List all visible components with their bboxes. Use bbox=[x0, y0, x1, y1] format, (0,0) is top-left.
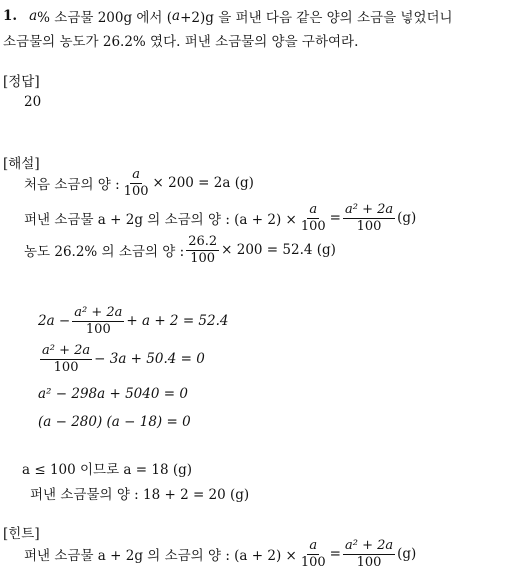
e2-post: − 3a + 50.4 = 0 bbox=[94, 351, 205, 368]
solution-step-3 bbox=[24, 235, 336, 265]
s1-frac-den: 100 bbox=[123, 183, 149, 199]
e1-frac-num: a² + 2a bbox=[74, 305, 123, 320]
s2-frac2-den: 100 bbox=[356, 218, 382, 234]
solution-step-2 bbox=[24, 203, 416, 233]
problem-var-a2: a bbox=[172, 8, 181, 24]
c2-text: 퍼낸 소금물의 양 : 18 + 2 = 20 (g) bbox=[30, 487, 250, 503]
hint-unit: (g) bbox=[397, 546, 417, 563]
problem-line-1 bbox=[3, 6, 453, 26]
equation-4 bbox=[38, 414, 191, 430]
conclusion-1 bbox=[22, 458, 192, 478]
equation-2 bbox=[38, 344, 205, 374]
e4-text: (a − 280) (a − 18) = 0 bbox=[38, 414, 191, 430]
s2-frac1-den: 100 bbox=[300, 218, 326, 234]
hint-frac2-den: 100 bbox=[356, 554, 382, 570]
hint-heading-text: [힌트] bbox=[3, 526, 40, 542]
s3-label: 농도 26.2% 의 소금의 양 : bbox=[24, 244, 185, 261]
answer-value-text: 20 bbox=[24, 94, 42, 110]
hint-line bbox=[24, 539, 416, 569]
s1-label: 처음 소금의 양 : bbox=[24, 177, 120, 194]
s2-fraction-1 bbox=[299, 203, 328, 233]
s3-rest: × 200 = 52.4 (g) bbox=[221, 242, 336, 259]
e2-frac-num: a² + 2a bbox=[42, 343, 91, 358]
hint-label: 퍼낸 소금물 a + 2g 의 소금의 양 : (a + 2) × bbox=[24, 548, 297, 565]
s3-frac-num: 26.2 bbox=[188, 234, 218, 249]
solution-heading-text: [해설] bbox=[3, 156, 40, 172]
hint-fraction-1 bbox=[299, 539, 328, 569]
s1-frac-num: a bbox=[132, 167, 140, 182]
answer-heading bbox=[3, 70, 40, 90]
hint-frac2-num: a² + 2a bbox=[344, 538, 394, 553]
problem-text-2: 소금물의 농도가 26.2% 였다. 퍼낸 소금물의 양을 구하여라. bbox=[3, 34, 359, 50]
e1-post: + a + 2 = 52.4 bbox=[126, 313, 229, 330]
problem-text-1b: % 소금물 200g 에서 ( bbox=[37, 10, 173, 26]
s1-fraction bbox=[122, 168, 151, 198]
problem-number: 1. bbox=[3, 8, 18, 24]
e2-frac-den: 100 bbox=[53, 359, 79, 375]
e1-frac-den: 100 bbox=[85, 321, 111, 337]
conclusion-2 bbox=[30, 483, 249, 503]
problem-var-a: a bbox=[29, 8, 38, 24]
hint-frac1-num: a bbox=[309, 538, 318, 553]
solution-step-1 bbox=[24, 168, 254, 198]
c1-text: a ≤ 100 이므로 a = 18 (g) bbox=[22, 462, 193, 478]
s1-rest: × 200 = 2a (g) bbox=[152, 175, 254, 192]
s3-frac-den: 100 bbox=[190, 250, 216, 266]
s2-unit: (g) bbox=[397, 210, 417, 227]
hint-eq: = bbox=[329, 546, 341, 563]
hint-frac1-den: 100 bbox=[300, 554, 326, 570]
s2-label: 퍼낸 소금물 a + 2g 의 소금의 양 : (a + 2) × bbox=[24, 212, 297, 229]
problem-line-2 bbox=[3, 30, 358, 50]
e1-fraction bbox=[72, 306, 124, 336]
equation-1 bbox=[38, 306, 228, 336]
answer-value bbox=[24, 94, 41, 110]
hint-fraction-2 bbox=[343, 539, 395, 569]
e1-pre: 2a − bbox=[38, 313, 71, 330]
e3-text: a² − 298a + 5040 = 0 bbox=[38, 386, 188, 402]
e2-fraction bbox=[40, 344, 92, 374]
s2-frac2-num: a² + 2a bbox=[344, 202, 394, 217]
problem-text-1d: +2)g 을 퍼낸 다음 같은 양의 소금을 넣었더니 bbox=[180, 10, 453, 26]
equation-3 bbox=[38, 386, 188, 402]
s2-frac1-num: a bbox=[309, 202, 318, 217]
s2-fraction-2 bbox=[343, 203, 395, 233]
s3-fraction bbox=[186, 235, 219, 265]
answer-heading-text: [정답] bbox=[3, 74, 40, 90]
s2-eq: = bbox=[329, 210, 341, 227]
